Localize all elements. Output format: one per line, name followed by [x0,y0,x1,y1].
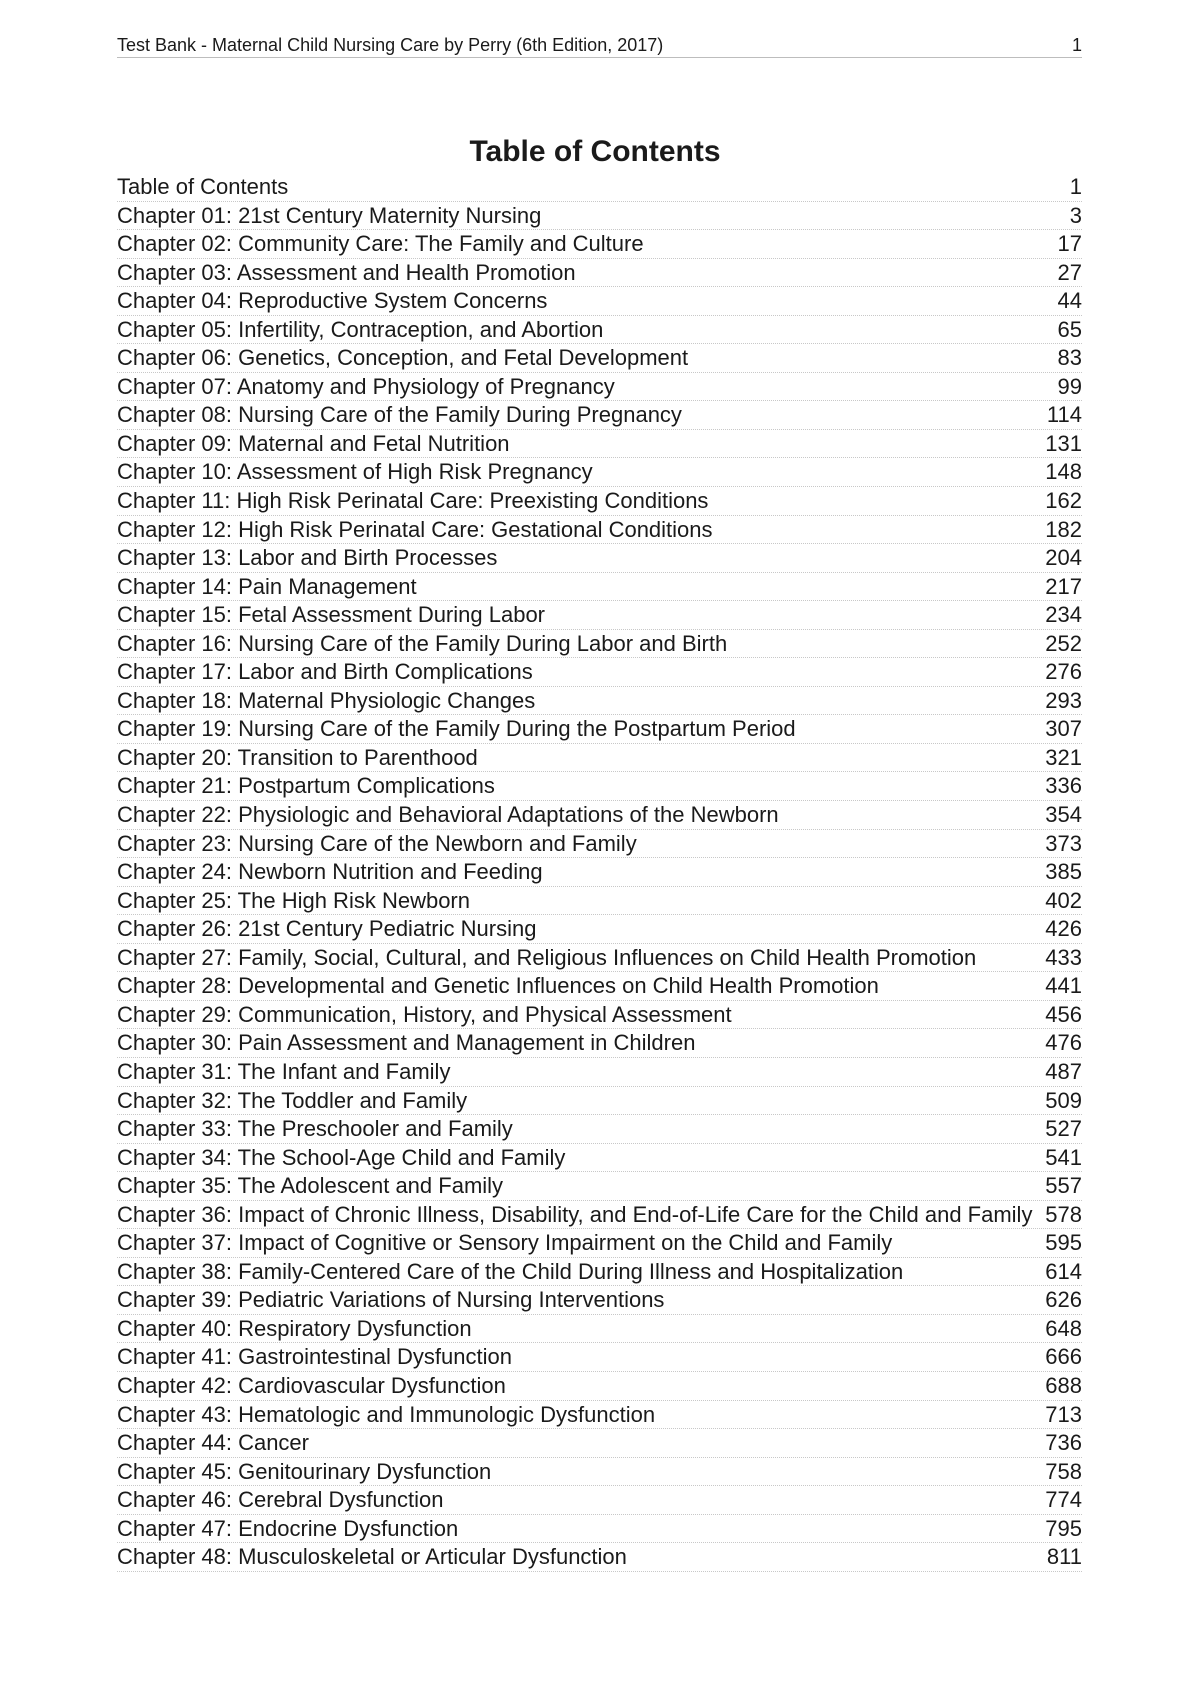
toc-entry[interactable] [117,1229,1082,1258]
toc-entry-title: Chapter 14: Pain Management [117,573,417,599]
toc-entry-page: 476 [1045,1030,1082,1056]
toc-entry-title: Chapter 43: Hematologic and Immunologic Dysfunction [117,1401,656,1427]
toc-entry[interactable] [117,1201,1082,1230]
toc-entry[interactable] [117,544,1082,573]
toc-entry[interactable] [117,287,1082,316]
toc-entry-page: 557 [1045,1173,1082,1199]
toc-entry-title: Chapter 37: Impact of Cognitive or Sensory Impairment on the Child and Family [117,1230,893,1256]
toc-entry[interactable] [117,715,1082,744]
toc-entry[interactable] [117,1115,1082,1144]
toc-entry[interactable] [117,944,1082,973]
toc-heading: Table of Contents [469,135,721,169]
toc-list [117,173,1082,1572]
toc-entry-page: 688 [1045,1372,1082,1398]
toc-entry-title: Chapter 45: Genitourinary Dysfunction [117,1458,492,1484]
toc-entry-title: Chapter 01: 21st Century Maternity Nursing [117,202,542,228]
toc-entry-page: 27 [1057,259,1082,285]
toc-entry-title: Chapter 15: Fetal Assessment During Labor [117,602,546,628]
toc-entry-title: Chapter 10: Assessment of High Risk Pregnancy [117,459,593,485]
toc-entry-title: Chapter 05: Infertility, Contraception, and Abortion [117,316,604,342]
toc-entry-page: 114 [1046,402,1082,428]
toc-entry[interactable] [117,1401,1082,1430]
toc-entry-page: 44 [1057,288,1082,314]
toc-entry[interactable] [117,744,1082,773]
toc-entry-page: 204 [1045,545,1082,571]
toc-entry[interactable] [117,316,1082,345]
toc-entry-title: Chapter 06: Genetics, Conception, and Fetal Development [117,345,689,371]
toc-entry[interactable] [117,801,1082,830]
toc-entry-title: Chapter 07: Anatomy and Physiology of Pregnancy [117,373,615,399]
toc-entry[interactable] [117,1144,1082,1173]
toc-entry-page: 17 [1057,231,1082,257]
toc-entry-page: 758 [1045,1458,1082,1484]
toc-entry[interactable] [117,858,1082,887]
toc-entry-page: 276 [1045,659,1082,685]
toc-entry-page: 509 [1045,1087,1082,1113]
toc-entry[interactable] [117,1058,1082,1087]
toc-entry-title: Chapter 48: Musculoskeletal or Articular Dysfunction [117,1544,627,1570]
toc-entry[interactable] [117,1372,1082,1401]
toc-entry-page: 293 [1045,687,1082,713]
toc-entry[interactable] [117,1286,1082,1315]
toc-entry[interactable] [117,1087,1082,1116]
toc-entry-title: Chapter 04: Reproductive System Concerns [117,288,548,314]
toc-entry[interactable] [117,1029,1082,1058]
toc-entry-page: 433 [1045,944,1082,970]
toc-entry[interactable] [117,373,1082,402]
toc-entry-title: Chapter 29: Communication, History, and Physical Assessment [117,1001,732,1027]
toc-entry[interactable] [117,173,1082,202]
toc-entry-page: 648 [1045,1315,1082,1341]
toc-entry[interactable] [117,887,1082,916]
toc-entry[interactable] [117,1315,1082,1344]
toc-entry[interactable] [117,344,1082,373]
toc-entry-page: 385 [1045,859,1082,885]
toc-entry[interactable] [117,772,1082,801]
toc-entry-page: 456 [1045,1001,1082,1027]
toc-entry[interactable] [117,972,1082,1001]
toc-entry-page: 774 [1045,1487,1082,1513]
toc-entry-title: Chapter 02: Community Care: The Family and Culture [117,231,644,257]
toc-entry-page: 736 [1045,1430,1082,1456]
toc-entry[interactable] [117,202,1082,231]
page-header [117,33,1082,58]
toc-entry[interactable] [117,1486,1082,1515]
toc-entry-page: 1 [1069,174,1082,199]
toc-entry-title: Chapter 23: Nursing Care of the Newborn and Family [117,830,637,856]
toc-entry-page: 666 [1045,1344,1082,1370]
toc-entry-page: 182 [1045,516,1082,542]
toc-entry-title: Chapter 33: The Preschooler and Family [117,1116,513,1142]
toc-entry-title: Chapter 16: Nursing Care of the Family During Labor and Birth [117,630,728,656]
toc-entry-title: Chapter 09: Maternal and Fetal Nutrition [117,430,510,456]
toc-entry[interactable] [117,830,1082,859]
toc-entry-page: 252 [1045,630,1082,656]
toc-entry-title: Chapter 26: 21st Century Pediatric Nursing [117,916,537,942]
toc-entry-title: Chapter 47: Endocrine Dysfunction [117,1515,459,1541]
toc-entry-page: 131 [1045,430,1082,456]
toc-entry-page: 307 [1045,716,1082,742]
toc-entry-title: Chapter 30: Pain Assessment and Management in Children [117,1030,696,1056]
toc-entry[interactable] [117,1429,1082,1458]
toc-entry-page: 373 [1045,830,1082,856]
toc-entry-title: Chapter 18: Maternal Physiologic Changes [117,687,536,713]
toc-entry[interactable] [117,487,1082,516]
toc-entry-page: 795 [1045,1515,1082,1541]
toc-entry-page: 541 [1045,1144,1082,1170]
toc-entry-title: Chapter 12: High Risk Perinatal Care: Gestational Conditions [117,516,713,542]
toc-entry-page: 217 [1045,573,1082,599]
toc-entry[interactable] [117,401,1082,430]
toc-entry[interactable] [117,430,1082,459]
toc-entry-page: 99 [1057,373,1082,399]
toc-entry[interactable] [117,1258,1082,1287]
toc-entry[interactable] [117,1543,1082,1572]
toc-entry-title: Chapter 40: Respiratory Dysfunction [117,1315,472,1341]
toc-entry-page: 354 [1045,802,1082,828]
toc-entry[interactable] [117,658,1082,687]
toc-entry[interactable] [117,1458,1082,1487]
toc-entry[interactable] [117,259,1082,288]
toc-entry-page: 402 [1045,887,1082,913]
toc-entry-title: Chapter 08: Nursing Care of the Family During Pregnancy [117,402,682,428]
toc-entry-page: 426 [1045,916,1082,942]
toc-entry-title: Chapter 44: Cancer [117,1430,309,1456]
toc-entry-title: Chapter 27: Family, Social, Cultural, and Religious Influences on Child Health Promotion [117,944,977,970]
toc-entry[interactable] [117,915,1082,944]
toc-entry-page: 3 [1069,202,1082,228]
toc-entry[interactable] [117,630,1082,659]
toc-entry-title: Chapter 24: Newborn Nutrition and Feeding [117,859,543,885]
toc-entry-title: Chapter 03: Assessment and Health Promotion [117,259,576,285]
toc-entry-title: Chapter 46: Cerebral Dysfunction [117,1487,444,1513]
toc-entry[interactable] [117,458,1082,487]
toc-entry-title: Chapter 20: Transition to Parenthood [117,744,478,770]
toc-entry-title: Chapter 39: Pediatric Variations of Nursing Interventions [117,1287,665,1313]
toc-entry-page: 713 [1045,1401,1082,1427]
toc-entry-title: Chapter 17: Labor and Birth Complications [117,659,533,685]
toc-entry-title: Table of Contents [117,174,289,199]
toc-entry-page: 234 [1045,602,1082,628]
toc-entry-title: Chapter 22: Physiologic and Behavioral Adaptations of the Newborn [117,802,779,828]
toc-entry-page: 487 [1045,1058,1082,1084]
toc-entry-page: 578 [1045,1201,1082,1227]
toc-entry[interactable] [117,516,1082,545]
toc-entry[interactable] [117,1172,1082,1201]
toc-entry[interactable] [117,1001,1082,1030]
toc-entry-page: 811 [1046,1544,1082,1570]
toc-entry-page: 626 [1045,1287,1082,1313]
toc-entry-title: Chapter 41: Gastrointestinal Dysfunction [117,1344,512,1370]
toc-entry[interactable] [117,601,1082,630]
toc-entry[interactable] [117,573,1082,602]
page-number: 1 [1071,35,1082,55]
toc-entry-title: Chapter 38: Family-Centered Care of the Child During Illness and Hospitalization [117,1258,904,1284]
toc-entry-page: 527 [1045,1116,1082,1142]
toc-entry-title: Chapter 32: The Toddler and Family [117,1087,468,1113]
toc-entry-title: Chapter 31: The Infant and Family [117,1058,451,1084]
toc-entry-title: Chapter 21: Postpartum Complications [117,773,495,799]
toc-entry[interactable] [117,1515,1082,1544]
toc-entry-title: Chapter 36: Impact of Chronic Illness, Disability, and End-of-Life Care for the Child and Family [117,1201,1033,1227]
toc-entry-title: Chapter 28: Developmental and Genetic Influences on Child Health Promotion [117,973,879,999]
toc-entry-title: Chapter 13: Labor and Birth Processes [117,545,498,571]
toc-entry[interactable] [117,687,1082,716]
toc-entry-page: 441 [1045,973,1082,999]
toc-entry-page: 162 [1045,488,1082,514]
toc-entry-page: 148 [1045,459,1082,485]
toc-entry-title: Chapter 42: Cardiovascular Dysfunction [117,1372,506,1398]
document-title: Test Bank - Maternal Child Nursing Care by Perry (6th Edition, 2017) [117,35,664,55]
toc-entry[interactable] [117,1343,1082,1372]
toc-entry-title: Chapter 11: High Risk Perinatal Care: Preexisting Conditions [117,488,709,514]
toc-entry-title: Chapter 35: The Adolescent and Family [117,1173,504,1199]
toc-entry-page: 595 [1045,1230,1082,1256]
toc-entry-title: Chapter 25: The High Risk Newborn [117,887,470,913]
toc-entry[interactable] [117,230,1082,259]
toc-entry-page: 321 [1045,744,1082,770]
toc-entry-page: 336 [1045,773,1082,799]
toc-entry-title: Chapter 19: Nursing Care of the Family During the Postpartum Period [117,716,796,742]
toc-entry-page: 65 [1057,316,1082,342]
toc-entry-title: Chapter 34: The School-Age Child and Family [117,1144,566,1170]
toc-entry-page: 614 [1045,1258,1082,1284]
toc-entry-page: 83 [1057,345,1082,371]
